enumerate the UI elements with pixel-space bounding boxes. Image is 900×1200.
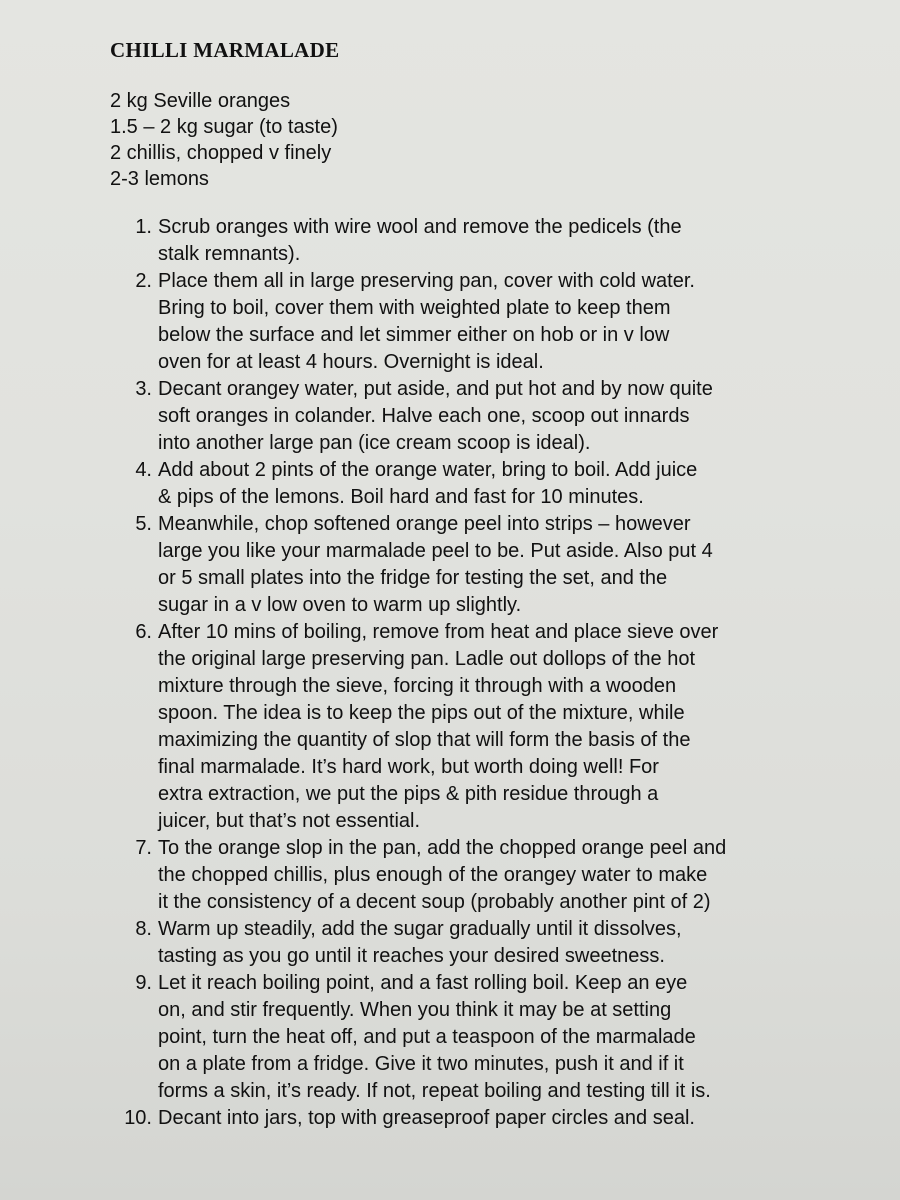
- method-step: [120, 376, 778, 457]
- method-step: [120, 268, 778, 376]
- method-step: [120, 1105, 778, 1132]
- step-text-line: Meanwhile, chop softened orange peel into strips – however: [158, 513, 691, 535]
- step-text-line: Decant orangey water, put aside, and put hot and by now quite: [158, 378, 713, 400]
- step-text-line: point, turn the heat off, and put a teaspoon of the marmalade: [158, 1026, 696, 1048]
- step-text-line: extra extraction, we put the pips & pith residue through a: [158, 783, 659, 805]
- step-number: 3.: [135, 378, 152, 400]
- step-text-line: Let it reach boiling point, and a fast rolling boil. Keep an eye: [158, 972, 688, 994]
- method-step: [120, 916, 778, 970]
- step-text-line: maximizing the quantity of slop that will form the basis of the: [158, 729, 691, 751]
- step-text-line: spoon. The idea is to keep the pips out of the mixture, while: [158, 702, 685, 724]
- step-text-line: juicer, but that’s not essential.: [158, 810, 421, 832]
- step-text-line: on a plate from a fridge. Give it two minutes, push it and if it: [158, 1053, 684, 1075]
- step-text-line: or 5 small plates into the fridge for testing the set, and the: [158, 567, 668, 589]
- ingredient-list: [110, 88, 338, 192]
- step-text-line: & pips of the lemons. Boil hard and fast for 10 minutes.: [158, 486, 644, 508]
- method-step: [120, 511, 778, 619]
- step-text-line: on, and stir frequently. When you think it may be at setting: [158, 999, 672, 1021]
- method-step: [120, 619, 778, 835]
- step-text-line: Decant into jars, top with greaseproof paper circles and seal.: [158, 1107, 695, 1129]
- step-text-line: To the orange slop in the pan, add the chopped orange peel and: [158, 837, 727, 859]
- step-text-line: mixture through the sieve, forcing it through with a wooden: [158, 675, 677, 697]
- step-number: 4.: [135, 459, 152, 481]
- step-text-line: tasting as you go until it reaches your desired sweetness.: [158, 945, 665, 967]
- step-text-line: Warm up steadily, add the sugar gradually until it dissolves,: [158, 918, 682, 940]
- ingredient-item: 2 chillis, chopped v finely: [110, 142, 332, 164]
- method-step: [120, 835, 778, 916]
- method-step: [120, 457, 778, 511]
- step-text-line: After 10 mins of boiling, remove from heat and place sieve over: [158, 621, 719, 643]
- step-text-line: final marmalade. It’s hard work, but worth doing well! For: [158, 756, 659, 778]
- step-text-line: Scrub oranges with wire wool and remove the pedicels (the: [158, 216, 682, 238]
- step-text-line: it the consistency of a decent soup (probably another pint of 2): [158, 891, 711, 913]
- step-text-line: sugar in a v low oven to warm up slightly.: [158, 594, 522, 616]
- step-text-line: into another large pan (ice cream scoop is ideal).: [158, 432, 591, 454]
- step-text-line: soft oranges in colander. Halve each one, scoop out innards: [158, 405, 690, 427]
- step-text-line: the chopped chillis, plus enough of the orangey water to make: [158, 864, 708, 886]
- step-text-line: Bring to boil, cover them with weighted plate to keep them: [158, 297, 671, 319]
- step-number: 8.: [135, 918, 152, 940]
- step-number: 9.: [135, 972, 152, 994]
- method-steps: [120, 214, 778, 1132]
- step-number: 5.: [135, 513, 152, 535]
- ingredient-item: 1.5 – 2 kg sugar (to taste): [110, 116, 338, 138]
- method-step: [120, 214, 778, 268]
- step-text-line: below the surface and let simmer either on hob or in v low: [158, 324, 670, 346]
- step-text-line: Place them all in large preserving pan, cover with cold water.: [158, 270, 695, 292]
- step-text-line: stalk remnants).: [158, 243, 301, 265]
- step-number: 7.: [135, 837, 152, 859]
- recipe-title: CHILLI MARMALADE: [110, 38, 340, 62]
- step-text-line: large you like your marmalade peel to be. Put aside. Also put 4: [158, 540, 713, 562]
- step-number: 2.: [135, 270, 152, 292]
- step-text-line: forms a skin, it’s ready. If not, repeat boiling and testing till it is.: [158, 1080, 711, 1102]
- step-text-line: oven for at least 4 hours. Overnight is ideal.: [158, 351, 544, 373]
- step-number: 10.: [124, 1107, 152, 1129]
- step-number: 6.: [135, 621, 152, 643]
- ingredient-item: 2 kg Seville oranges: [110, 90, 291, 112]
- step-text-line: Add about 2 pints of the orange water, bring to boil. Add juice: [158, 459, 698, 481]
- step-text-line: the original large preserving pan. Ladle out dollops of the hot: [158, 648, 696, 670]
- method-step: [120, 970, 778, 1105]
- step-number: 1.: [135, 216, 152, 238]
- ingredient-item: 2-3 lemons: [110, 168, 209, 190]
